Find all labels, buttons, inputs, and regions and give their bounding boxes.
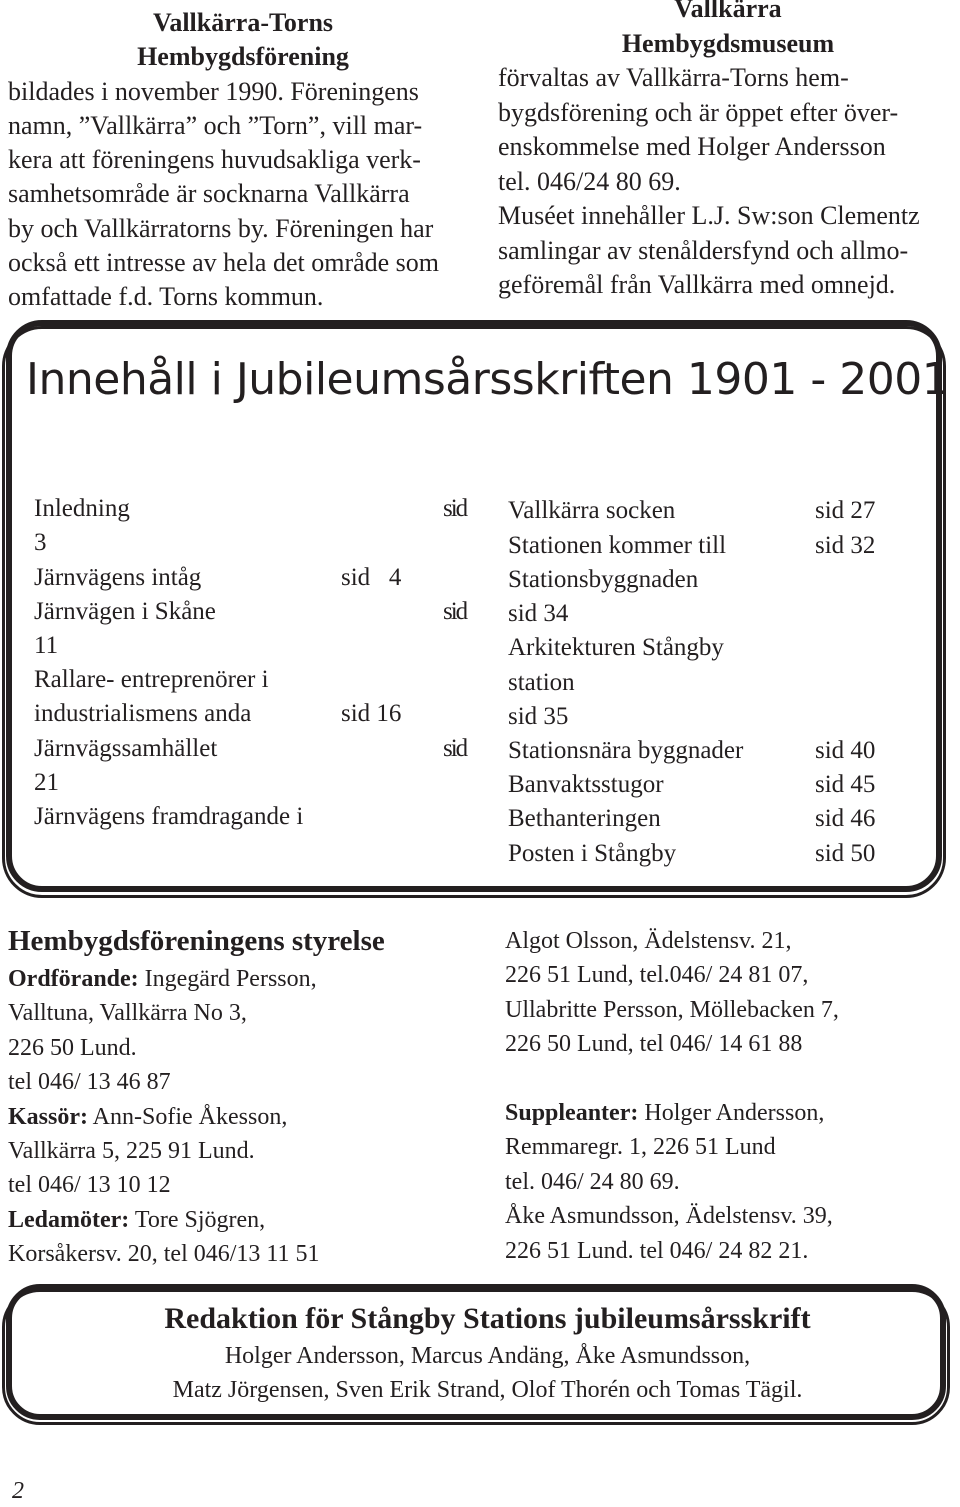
deputies-line xyxy=(505,1096,955,1130)
toc-entry-title: sid 34 xyxy=(508,600,569,627)
toc-entry-title: 11 xyxy=(34,632,59,659)
museum-text-line: geföremål från Vallkärra med omnejd. xyxy=(498,270,896,299)
toc-entry-title: sid 35 xyxy=(508,703,569,730)
museum-text-line: förvaltas av Vallkärra-Torns hem- xyxy=(498,63,849,92)
treasurer-phone-line: tel 046/ 13 10 12 xyxy=(8,1172,171,1199)
page-number: 2 xyxy=(12,1478,24,1504)
association-text-line: omfattade f.d. Torns kommun. xyxy=(8,282,324,312)
toc-entry-title: Inledning xyxy=(34,495,130,522)
association-title-1: Vallkärra-Torns xyxy=(152,8,334,37)
toc-entry-title: Stationsbyggnaden xyxy=(508,566,699,593)
editorial-title: Redaktion för Stångby Stations jubileumsårsskrift xyxy=(164,1302,811,1335)
toc-entry-page: sid 16 xyxy=(341,700,402,727)
chair-name: Ingegärd Persson, xyxy=(138,966,317,992)
deputies-line-3: 226 51 Lund. tel 046/ 24 82 21. xyxy=(505,1237,809,1264)
chair-address-line: 226 50 Lund. xyxy=(8,1034,137,1061)
toc-entry-title: Järnvägssamhället xyxy=(34,735,218,762)
member-line: Ullabritte Persson, Möllebacken 7, xyxy=(505,996,839,1023)
chair-address-line: Valltuna, Vallkärra No 3, xyxy=(8,1000,247,1027)
association-text-line: också ett intresse av hela det område som xyxy=(8,248,440,278)
member-line: 226 50 Lund, tel 046/ 14 61 88 xyxy=(505,1031,803,1058)
treasurer-name: Ann-Sofie Åkesson, xyxy=(88,1103,288,1130)
member-line: Algot Olsson, Ädelstensv. 21, xyxy=(505,928,792,954)
association-title-2: Hembygdsförening xyxy=(137,42,349,72)
association-text-line: bildades i november 1990. Föreningens xyxy=(8,76,419,106)
members-label: Ledamöter: xyxy=(8,1206,130,1233)
toc-entry-page: sid xyxy=(443,495,467,522)
toc-entry-title: Arkitekturen Stångby xyxy=(508,634,724,661)
members-line xyxy=(8,1203,488,1237)
treasurer-address-line: Vallkärra 5, 225 91 Lund. xyxy=(8,1138,255,1165)
deputies-name: Holger Andersson, xyxy=(638,1100,825,1127)
board-heading: Hembygdsföreningens styrelse xyxy=(8,925,385,957)
association-text-line: namn, ”Vallkärra” och ”Torn”, vill mar- xyxy=(8,110,423,140)
museum-text-line: bygdsförening och är öppet efter över- xyxy=(498,97,899,127)
intro-association xyxy=(8,6,478,315)
editorial-names-line-1: Holger Andersson, Marcus Andäng, Åke Asmundsson, xyxy=(224,1343,751,1369)
toc-entry-title: Banvaktsstugor xyxy=(508,771,664,798)
chair-line xyxy=(8,962,488,996)
members-address-line: Korsåkersv. 20, tel 046/13 11 51 xyxy=(8,1241,320,1268)
association-text-line: samhetsområde är socknarna Vallkärra xyxy=(8,179,410,209)
toc-entry-title: industrialismens anda xyxy=(34,700,252,727)
toc-entry-title: station xyxy=(508,669,575,696)
deputies-address-line: Remmaregr. 1, 226 51 Lund xyxy=(505,1134,776,1161)
toc-entry-title: Järnvägens intåg xyxy=(34,564,202,591)
chair-phone-line: tel 046/ 13 46 87 xyxy=(8,1069,171,1096)
museum-title-2: Hembygdsmuseum xyxy=(621,28,835,58)
museum-text-line: samlingar av stenåldersfynd och allmo- xyxy=(498,235,909,265)
toc-entry-page: sid 46 xyxy=(815,805,876,832)
toc-entry-title: 3 xyxy=(34,529,47,556)
deputies-label: Suppleanter: xyxy=(505,1100,639,1127)
toc-entry-title: Järnvägens framdragande i xyxy=(34,803,304,830)
museum-text-line: Muséet innehåller L.J. Sw:son Clementz xyxy=(498,201,920,230)
treasurer-label: Kassör: xyxy=(8,1103,88,1130)
toc-entry-page: sid 50 xyxy=(815,840,876,867)
association-text-line: kera att föreningens huvudsakliga verk- xyxy=(8,145,421,175)
member-line: 226 51 Lund, tel.046/ 24 81 07, xyxy=(505,962,809,989)
deputies-phone-line: tel. 046/ 24 80 69. xyxy=(505,1168,680,1195)
intro-museum xyxy=(498,0,958,303)
museum-text-line: tel. 046/24 80 69. xyxy=(498,166,681,196)
toc-entry-page: sid 40 xyxy=(815,737,876,764)
toc-entry-title: Järnvägen i Skåne xyxy=(34,598,216,625)
treasurer-line xyxy=(8,1100,488,1134)
toc-entry-page: sid 45 xyxy=(815,771,876,798)
toc-entry-title: Stationsnära byggnader xyxy=(508,737,744,764)
toc-entry-title: Stationen kommer till xyxy=(508,532,727,559)
editorial-names-line-2: Matz Jörgensen, Sven Erik Strand, Olof Thorén och Tomas Tägil. xyxy=(172,1377,803,1403)
toc-entry-title: Vallkärra socken xyxy=(508,497,676,524)
museum-text-line: enskommelse med Holger Andersson xyxy=(498,132,886,161)
toc-entry-page: sid xyxy=(443,735,467,762)
toc-entry-page: sid xyxy=(443,598,467,625)
toc-entry-page: sid 27 xyxy=(815,497,876,524)
toc-entry-title: Posten i Stångby xyxy=(508,840,677,867)
deputies-line-2: Åke Asmundsson, Ädelstensv. 39, xyxy=(505,1203,833,1230)
museum-title-1: Vallkärra xyxy=(674,0,782,23)
association-text-line: by och Vallkärratorns by. Föreningen har xyxy=(8,213,434,243)
toc-entry-page: sid 32 xyxy=(815,532,876,559)
toc-entry-title: Bethanteringen xyxy=(508,805,661,832)
toc-entry-page: sid 4 xyxy=(341,564,402,591)
board-left-column xyxy=(8,922,488,1272)
board-right-column xyxy=(505,924,955,1268)
toc-entry-title: 21 xyxy=(34,769,59,796)
members-name: Tore Sjögren, xyxy=(129,1206,266,1233)
toc-entry-title: Rallare- entreprenörer i xyxy=(34,666,269,693)
chair-label: Ordförande: xyxy=(8,966,139,992)
toc-title: Innehåll i Jubileumsårsskriften 1901 - 2001 xyxy=(26,354,950,405)
